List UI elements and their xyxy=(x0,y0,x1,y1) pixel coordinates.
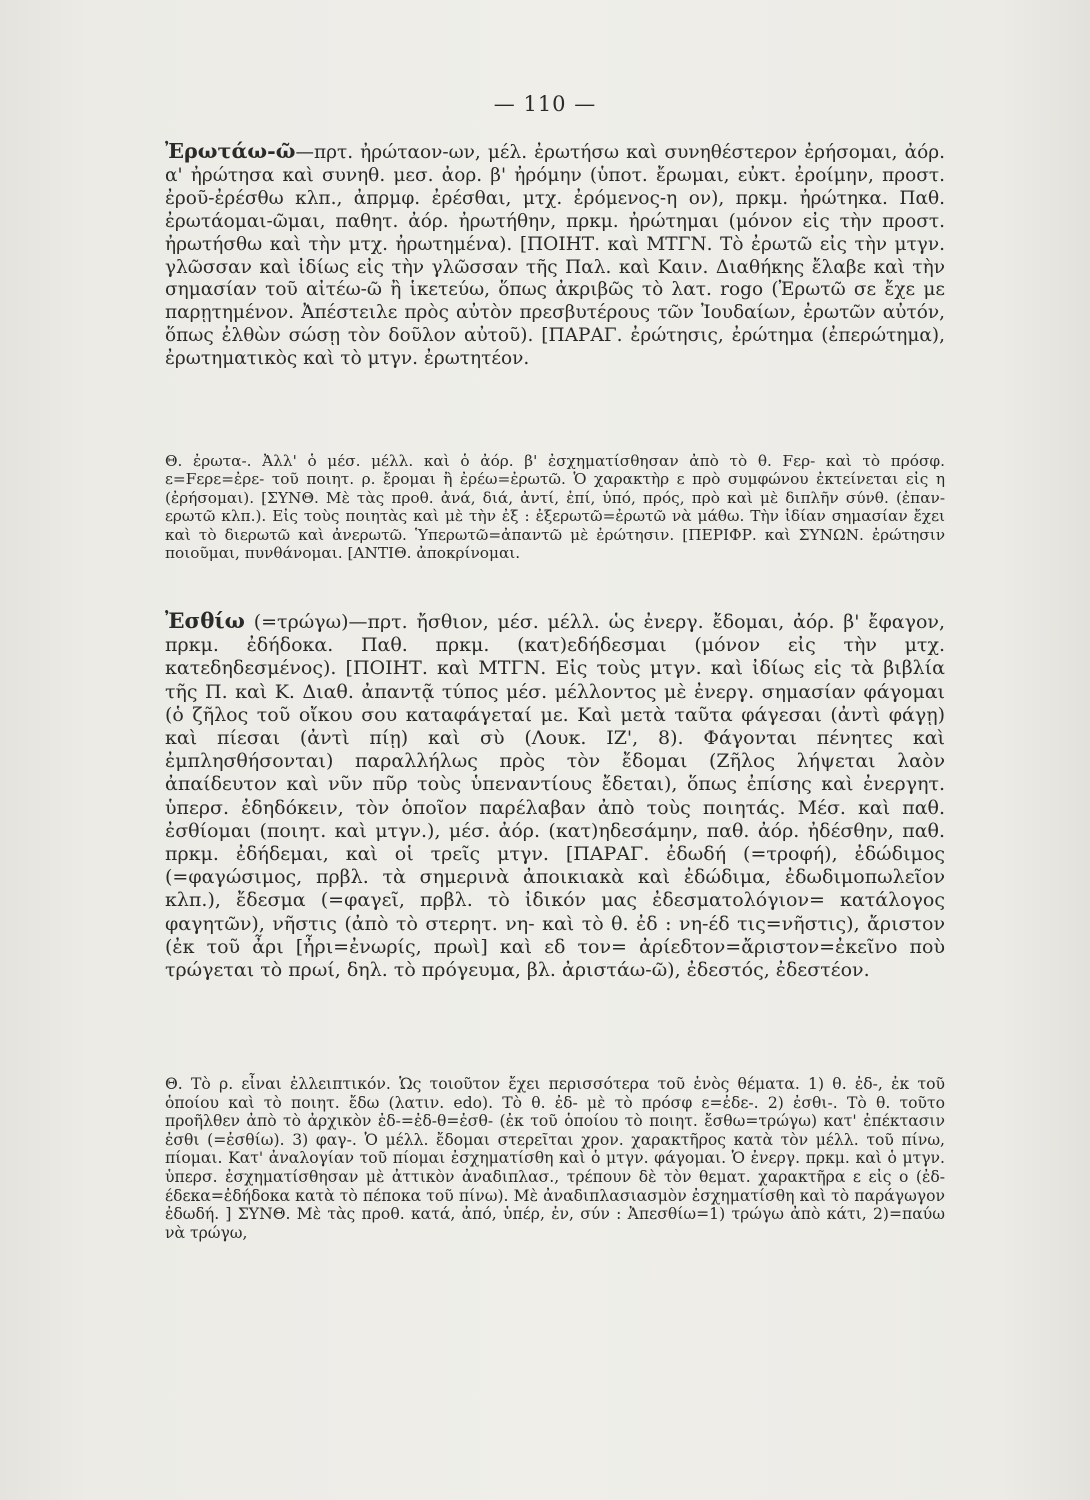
entry-esthio-theme-note xyxy=(165,1075,945,1242)
page-number: — 110 — xyxy=(493,92,597,116)
entry-esthio-note-text: Θ. Τὸ ρ. εἶναι ἐλλειπτικόν. Ὡς τοιοῦτον ἔχει περισσότερα τοῦ ἑνὸς θέματα. 1) θ. ἐδ-, ἐκ τοῦ ὁποίου καὶ τὸ ποιητ. ἔδω (λατιν. edo). Τὸ θ. ἐδ- μὲ τὸ πρόσφ ε=ἐδε-. 2) ἐσθι-. Τὸ θ. τοῦτο προῆλθεν ἀπὸ τὸ ἀρχικὸν ἐδ-=ἐδ-θ=ἐσθ- (ἐκ τοῦ ὁποίου τὸ ποιητ. ἔσθω=τρώγω) κατ' ἐπέκτασιν ἐσθι (=ἐσθίω). 3) φαγ-. Ὁ μέλλ. ἔδομαι στερεῖται χρον. χαρακτῆρος κατὰ τὸν μέλλ. τοῦ πίνω, πίομαι. Κατ' ἀναλογίαν τοῦ πίομαι ἐσχηματίσθη καὶ ὁ μτγν. φάγομαι. Ὁ ἐνεργ. πρκμ. καὶ ὁ μτγν. ὑπερσ. ἐσχηματίσθησαν μὲ ἀττικὸν ἀναδιπλασ., τρέπουν δὲ τὸν θεματ. χαρακτῆρα ε εἰς ο (ἐδ-έδεκα=ἐδήδοκα κατὰ τὸ πέποκα τοῦ πίνω). Μὲ ἀναδιπλασιασμὸν ἐσχηματίσθη καὶ τὸ παράγωγον ἐδωδή. ] ΣΥΝΘ. Μὲ τὰς προθ. κατά, ἀπό, ὑπέρ, ἐν, σύν : Ἀπεσθίω=1) τρώγω ἀπὸ κάτι, 2)=παύω νὰ τρώγω, xyxy=(165,1075,945,1242)
entry-erotao xyxy=(165,140,945,371)
entry-esthio-text xyxy=(165,610,945,982)
headword-erotao: Ἐρωτάω-ῶ xyxy=(165,139,296,163)
entry-erotao-body: —πρτ. ἠρώταον-ων, μέλ. ἐρωτήσω καὶ συνηθέστερον ἐρήσομαι, ἀόρ. α' ἠρώτησα καὶ συνηθ. μεσ. ἀορ. β' ἠρόμην (ὑποτ. ἔρωμαι, εὐκτ. ἐροίμην, προστ. ἐροῦ-ἐρέσθω κλπ., ἀπρμφ. ἐρέσθαι, μτχ. ἐρόμενος-η ον), πρκμ. ἠρώτηκα. Παθ. ἐρωτάομαι-ῶμαι, παθητ. ἀόρ. ἠρωτήθην, πρκμ. ἠρώτημαι (μόνον εἰς τὴν προστ. ἠρωτήσθω καὶ τὴν μτχ. ἠρωτημένα). [ΠΟΙΗΤ. καὶ ΜΤΓΝ. Τὸ ἐρωτῶ εἰς τὴν μτγν. γλῶσσαν καὶ ἰδίως εἰς τὴν γλῶσσαν τῆς Παλ. καὶ Καιν. Διαθήκης ἔλαβε καὶ τὴν σημασίαν τοῦ αἰτέω-ῶ ἢ ἱκετεύω, ὅπως ἀκριβῶς τὸ λατ. rogo (Ἐρωτῶ σε ἔχε με παρῃτημένον. Ἀπέστειλε πρὸς αὐτὸν πρεσβυτέρους τῶν Ἰουδαίων, ἐρωτῶν αὐτόν, ὅπως ἐλθὼν σώσῃ τὸν δοῦλον αὐτοῦ). [ΠΑΡΑΓ. ἐρώτησις, ἐρώτημα (ἐπερώτημα), ἐρωτηματικὸς καὶ τὸ μτγν. ἐρωτητέον. xyxy=(165,142,945,370)
entry-esthio-body: (=τρώγω)—πρτ. ἤσθιον, μέσ. μέλλ. ὡς ἐνεργ. ἔδομαι, ἀόρ. β' ἔφαγον, πρκμ. ἐδήδοκα. Παθ. πρκμ. (κατ)εδήδεσμαι (μόνον εἰς τὴν μτχ. κατεδηδεσμένος). [ΠΟΙΗΤ. καὶ ΜΤΓΝ. Εἰς τοὺς μτγν. καὶ ἰδίως εἰς τὰ βιβλία τῆς Π. καὶ Κ. Διαθ. ἀπαντᾷ τύπος μέσ. μέλλοντος μὲ ἐνεργ. σημασίαν φάγομαι (ὁ ζῆλος τοῦ οἴκου σου καταφάγεταί με. Καὶ μετὰ ταῦτα φάγεσαι (ἀντὶ φάγῃ) καὶ πίεσαι (ἀντὶ πίῃ) καὶ σὺ (Λουκ. ΙΖ', 8). Φάγονται πένητες καὶ ἐμπλησθήσονται) παραλλήλως πρὸς τὸν ἔδομαι (Ζῆλος λήψεται λαὸν ἀπαίδευτον καὶ νῦν πῦρ τοὺς ὑπεναντίους ἔδεται), ὅπως ἐπίσης καὶ ἐνεργητ. ὑπερσ. ἐδηδόκειν, τὸν ὁποῖον παρέλαβαν ἀπὸ τοὺς ποιητάς. Μέσ. καὶ παθ. ἐσθίομαι (ποιητ. καὶ μτγν.), μέσ. ἀόρ. (κατ)ηδεσάμην, παθ. ἀόρ. ἠδέσθην, παθ. πρκμ. ἐδήδεμαι, καὶ οἱ τρεῖς μτγν. [ΠΑΡΑΓ. ἐδωδή (=τροφή), ἐδώδιμος (=φαγώσιμος, πρβλ. τὰ σημερινὰ ἀποικιακὰ καὶ ἐδώδιμα, ἐδωδιμοπωλεῖον κλπ.), ἔδεσμα (=φαγεῖ, πρβλ. τὸ ἰδικόν μας ἐδεσματολόγιον= κατάλογος φαγητῶν), νῆστις (ἀπὸ τὸ στερητ. νη- καὶ τὸ θ. ἐδ : νη-έδ τις=νῆστις), ἄριστον (ἐκ τοῦ ἆρι [ἦρι=ἐνωρίς, πρωὶ] καὶ εδ τον= ἀρίεδτον=ἄριστον=ἐκεῖνο ποὺ τρώγεται τὸ πρωί, δηλ. τὸ πρόγευμα, βλ. ἀριστάω-ῶ), ἐδεστός, ἐδεστέον. xyxy=(165,611,945,982)
entry-esthio xyxy=(165,610,945,982)
entry-erotao-note-text: Θ. ἐρωτα-. Ἀλλ' ὁ μέσ. μέλλ. καὶ ὁ ἀόρ. β' ἐσχηματίσθησαν ἀπὸ τὸ θ. Fερ- καὶ τὸ πρόσφ. ε=Fερε=ἐρε- τοῦ ποιητ. ρ. ἔρομαι ἢ ἐρέω=ἐρωτῶ. Ὁ χαρακτὴρ ε πρὸ συμφώνου ἐκτείνεται εἰς η (ἐρήσομαι). [ΣΥΝΘ. Μὲ τὰς προθ. ἀνά, διά, ἀντί, ἐπί, ὑπό, πρός, πρὸ καὶ μὲ διπλῆν σύνθ. (ἐπαν-ερωτῶ κλπ.). Εἰς τοὺς ποιητὰς καὶ μὲ τὴν ἐξ : ἐξερωτῶ=ἐρωτῶ νὰ μάθω. Τὴν ἰδίαν σημασίαν ἔχει καὶ τὸ διερωτῶ καὶ ἀνερωτῶ. Ὑπερωτῶ=ἀπαντῶ μὲ ἐρώτησιν. [ΠΕΡΙΦΡ. καὶ ΣΥΝΩΝ. ἐρώτησιν ποιοῦμαι, πυνθάνομαι. [ΑΝΤΙΘ. ἀποκρίνομαι. xyxy=(165,452,945,563)
entry-erotao-text xyxy=(165,140,945,371)
entry-erotao-theme-note xyxy=(165,452,945,562)
headword-esthio: Ἐσθίω xyxy=(165,609,245,634)
